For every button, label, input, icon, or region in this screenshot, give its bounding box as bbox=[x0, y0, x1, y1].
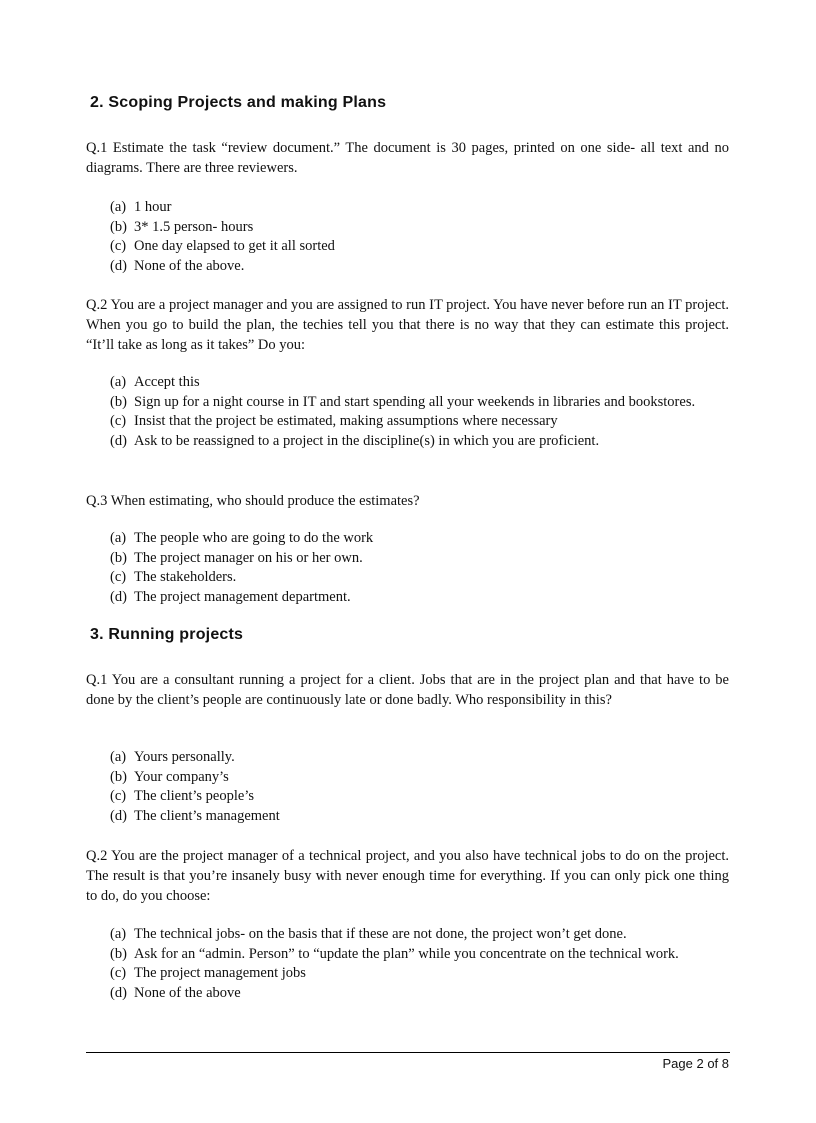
option-text: The technical jobs- on the basis that if these are not done, the project won’t get done. bbox=[134, 926, 627, 942]
option-text: Ask for an “admin. Person” to “update the plan” while you concentrate on the technical work. bbox=[134, 945, 679, 962]
option-item bbox=[110, 588, 728, 608]
question-text: Q.1 Estimate the task “review document.” The document is 30 pages, printed on one side- all text and no diagrams. There are three reviewers. bbox=[86, 140, 729, 176]
option-item bbox=[110, 257, 728, 277]
option-item bbox=[110, 945, 728, 965]
option-list bbox=[110, 925, 728, 1003]
question-text: Q.2 You are a project manager and you are assigned to run IT project. You have never before run an IT project. When you go to build the plan, the techies tell you that there is no way that they can estimate this project. “It’ll take as long as it takes” Do you: bbox=[86, 297, 729, 353]
option-list bbox=[110, 198, 728, 276]
option-text: The project management department. bbox=[134, 588, 351, 605]
section-heading: 3. Running projects bbox=[90, 626, 244, 643]
option-label: (c) bbox=[110, 788, 127, 804]
option-label: (c) bbox=[110, 238, 127, 254]
option-label: (a) bbox=[110, 926, 127, 942]
option-label: (b) bbox=[110, 393, 127, 410]
option-list bbox=[110, 748, 728, 826]
option-item bbox=[110, 768, 728, 788]
option-text: None of the above bbox=[134, 984, 241, 1001]
option-label: (b) bbox=[110, 218, 127, 235]
option-item bbox=[110, 984, 728, 1004]
section-heading: 2. Scoping Projects and making Plans bbox=[90, 94, 387, 111]
option-label: (b) bbox=[110, 945, 127, 962]
question-text: Q.3 When estimating, who should produce the estimates? bbox=[86, 493, 420, 509]
option-label: (a) bbox=[110, 199, 127, 215]
option-text: Your company’s bbox=[134, 768, 229, 785]
option-label: (d) bbox=[110, 432, 127, 449]
option-item bbox=[110, 373, 728, 393]
option-text: The project manager on his or her own. bbox=[134, 549, 363, 566]
option-text: 3* 1.5 person- hours bbox=[134, 218, 254, 235]
option-label: (b) bbox=[110, 549, 127, 566]
option-label: (c) bbox=[110, 413, 127, 429]
option-item bbox=[110, 393, 728, 413]
option-list bbox=[110, 529, 728, 607]
page-number: Page 2 of 8 bbox=[662, 1056, 729, 1071]
option-label: (c) bbox=[110, 569, 127, 585]
option-item bbox=[110, 748, 728, 768]
option-text: Yours personally. bbox=[134, 749, 235, 765]
option-label: (d) bbox=[110, 257, 127, 274]
option-text: The people who are going to do the work bbox=[134, 530, 374, 546]
question-text: Q.1 You are a consultant running a project for a client. Jobs that are in the project plan and that have to be done by the client’s people are continuously late or done badly. Who responsibility in this? bbox=[86, 672, 729, 708]
option-item bbox=[110, 432, 728, 452]
option-text: Accept this bbox=[134, 374, 200, 390]
option-item bbox=[110, 964, 728, 984]
option-text: The stakeholders. bbox=[134, 569, 237, 585]
option-item bbox=[110, 412, 728, 432]
option-item bbox=[110, 925, 728, 945]
option-text: The client’s people’s bbox=[134, 788, 254, 804]
option-label: (c) bbox=[110, 965, 127, 981]
option-item bbox=[110, 237, 728, 257]
option-label: (a) bbox=[110, 749, 127, 765]
option-label: (d) bbox=[110, 984, 127, 1001]
option-list bbox=[110, 373, 728, 451]
option-label: (d) bbox=[110, 588, 127, 605]
option-item bbox=[110, 787, 728, 807]
option-item bbox=[110, 807, 728, 827]
option-item bbox=[110, 549, 728, 569]
option-text: Sign up for a night course in IT and start spending all your weekends in libraries and bookstores. bbox=[134, 393, 696, 410]
option-label: (a) bbox=[110, 374, 127, 390]
option-text: 1 hour bbox=[134, 199, 172, 215]
option-label: (a) bbox=[110, 530, 127, 546]
option-text: The project management jobs bbox=[134, 965, 306, 981]
option-item bbox=[110, 568, 728, 588]
option-item bbox=[110, 529, 728, 549]
option-text: The client’s management bbox=[134, 807, 280, 824]
option-text: Insist that the project be estimated, making assumptions where necessary bbox=[134, 413, 558, 429]
option-label: (d) bbox=[110, 807, 127, 824]
option-item bbox=[110, 218, 728, 238]
question-text: Q.2 You are the project manager of a technical project, and you also have technical jobs to do on the project. The result is that you’re insanely busy with never enough time for everything. If you can only pick one thing to do, do you choose: bbox=[86, 848, 729, 904]
option-label: (b) bbox=[110, 768, 127, 785]
option-text: None of the above. bbox=[134, 257, 245, 274]
footer-divider bbox=[86, 1052, 730, 1053]
option-item bbox=[110, 198, 728, 218]
option-text: One day elapsed to get it all sorted bbox=[134, 238, 335, 254]
option-text: Ask to be reassigned to a project in the discipline(s) in which you are proficient. bbox=[134, 432, 600, 449]
